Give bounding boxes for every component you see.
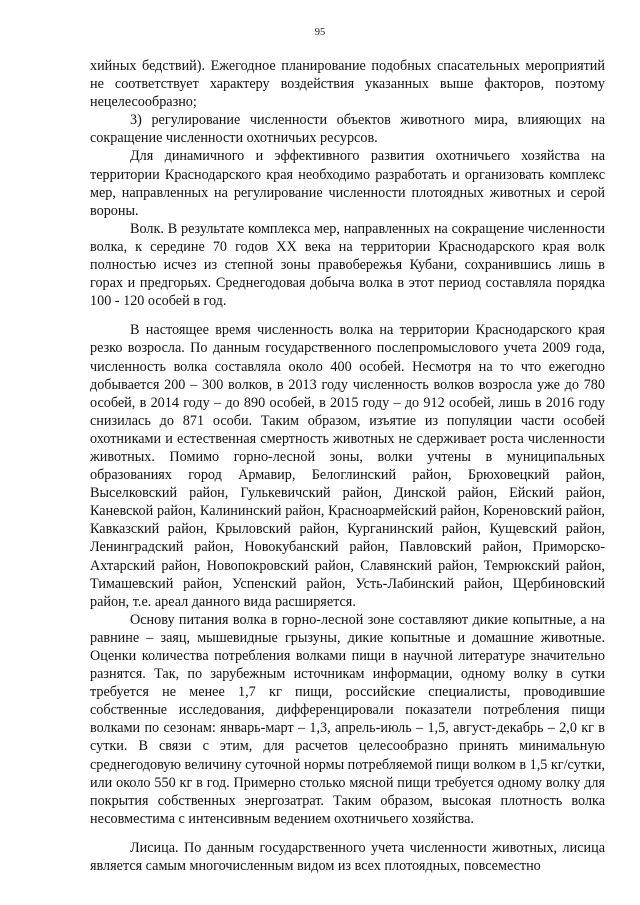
body-text (90, 57, 605, 875)
paragraph-continuation: хийных бедствий). Ежегодное планирование подобных спасательных мероприятий не соответствует характеру воздействия указанных выше факторов, поэтому нецелесообразно; (90, 58, 605, 111)
paragraph-fox: Лисица. По данным государственного учета численности животных, лисица является самым многочисленным видом из всех плотоядных, повсеместно (90, 839, 605, 875)
paragraph-list-item-3: 3) регулирование численности объектов животного мира, влияющих на сокращение численности охотничьих ресурсов. (90, 112, 605, 147)
paragraph-measures: Для динамичного и эффективного развития охотничьего хозяйства на территории Краснодарского края необходимо разработать и организовать комплекс мер, направленных на регулирование численности плотоядных животных и серой вороны. (90, 148, 605, 219)
page-number: 95 (314, 27, 326, 38)
paragraph-wolf-diet: Основу питания волка в горно-лесной зоне составляют дикие копытные, а на равнине – заяц, мышевидные грызуны, дикие копытные и домашние животные. Оценки количества потребления волками пищи в научной литературе значительно разнятся. Так, по зарубежным источникам информации, одному волку в сутки требуется не менее 1,7 кг пищи, российские специалисты, проводившие собственные исследования, дифференцировали показатели потребления пищи волками по сезонам: январь-март – 1,3, апрель-июль – 1,5, август-декабрь – 2,0 кг в сутки. В связи с этим, для расчетов целесообразно принять минимальную среднегодовую величину суточной нормы потребляемой пищи волком в 1,5 кг/сутки, или около 550 кг в год. Примерно столько мясной пищи требуется одному волку для покрытия собственных энергозатрат. Таким образом, высокая плотность волка несовместима с интенсивным ведением охотничьего хозяйства. (90, 611, 605, 827)
paragraph-wolf-history: Волк. В результате комплекса мер, направленных на сокращение численности волка, к середине 70 годов XX века на территории Краснодарского края волк полностью исчез из степной зоны правобережья Кубани, сохранившись лишь в горах и предгорьях. Среднегодовая добыча волка в этот период составляла порядка 100 - 120 особей в год. (90, 220, 605, 310)
paragraph-wolf-population: В настоящее время численность волка на территории Краснодарского края резко возросла. По данным государственного послепромыслового учета 2009 года, численность волка составляла около 400 особей. Несмотря на то что ежегодно добывается 200 – 300 волков, в 2013 году численность волков возросла уже до 780 особей, в 2014 году – до 890 особей, в 2015 году – до 912 особей, лишь в 2016 году снизилась до 871 особи. Таким образом, изъятие из популяции части особей охотниками и естественная смертность животных не сдерживает роста численности животных. Помимо горно-лесной зоны, волки учтены в муниципальных образованиях город Армавир, Белоглинский район, Брюховецкий район, Выселковский район, Гулькевичский район, Динской район, Ейский район, Каневской район, Калининский район, Красноармейский район, Кореновский район, Кавказский район, Крыловский район, Курганинский район, Кущевский район, Ленинградский район, Новокубанский район, Павловский район, Приморско-Ахтарский район, Новопокровский район, Славянский район, Темрюкский район, Тимашевский район, Успенский район, Усть-Лабинский район, Щербиновский район, т.е. ареал данного вида расширяется. (90, 322, 605, 610)
